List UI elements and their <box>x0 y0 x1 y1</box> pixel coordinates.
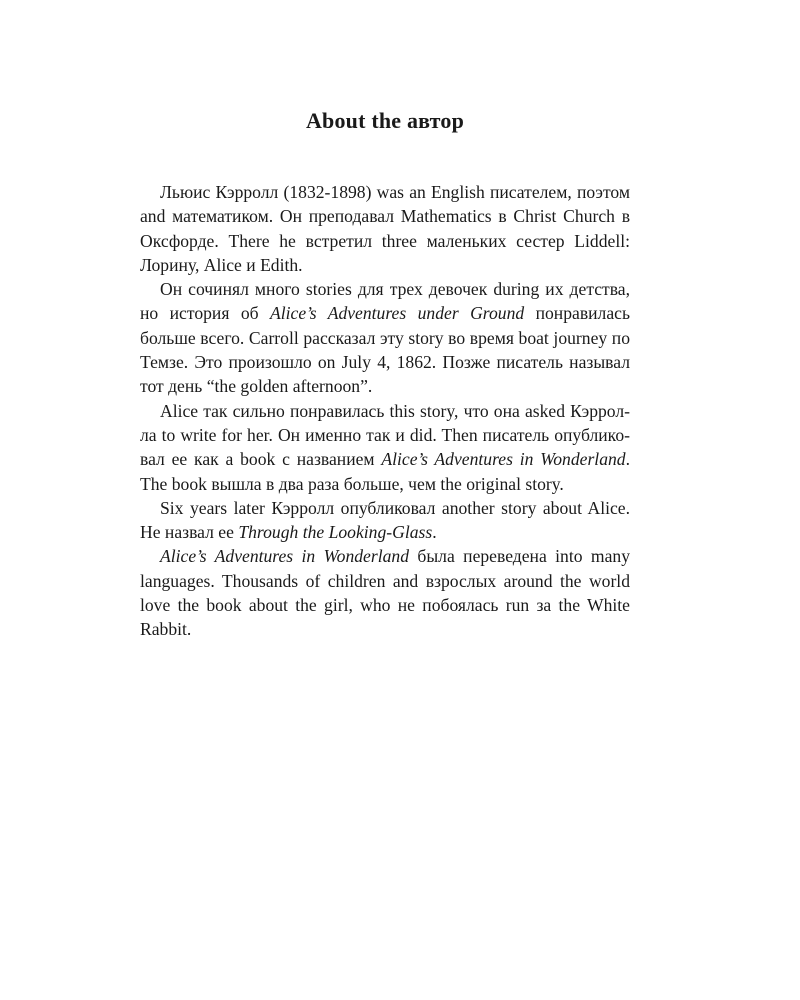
page-content <box>140 108 630 642</box>
paragraph-text: Six years later Кэрролл опубликовал another story about Alice. Не назвал ее <box>140 497 630 543</box>
paragraph-5 <box>140 544 630 641</box>
paragraph-2 <box>140 277 630 398</box>
paragraph-text: . <box>432 522 437 543</box>
paragraph-text: Он сочинял много stories для трех девочек during их детства, но история об <box>140 279 630 324</box>
paragraph-1 <box>140 180 630 277</box>
paragraph-text: была переведена into many languages. Thousands of children and взрослых around the world love the book about the girl, who не побоялась run за the White Rabbit. <box>140 546 630 640</box>
paragraph-text: Alice так сильно понравилась this story, что она asked Кэрролла to write for her. Он именно так и did. Then писатель опубликовал ее как a book с названием <box>140 400 630 470</box>
paragraph-text: . The book вышла в два раза больше, чем the original story. <box>140 449 630 494</box>
page-title: About the автор <box>305 108 465 133</box>
paragraph-text: Льюис Кэрролл (1832-1898) was an English писателем, поэтом and математиком. Он преподавал Mathematics в Christ Church в Оксфорде. There he встретил three маленьких сестер Liddell: Лорину, Alice и Edith. <box>140 182 630 275</box>
paragraph-4 <box>140 496 630 545</box>
paragraph-3 <box>140 399 630 496</box>
book-title-italic: Alice’s Adventures in Wonderland <box>160 546 409 567</box>
book-title-italic: Alice’s Adventures in Wonderland <box>381 449 626 470</box>
book-title-italic: Alice’s Adventures under Ground <box>270 303 525 324</box>
book-title-italic: Through the Looking-Glass <box>238 522 433 543</box>
paragraph-text: понравилась больше всего. Carroll рассказал эту story во время boat journey по Темзе. Это произошло on July 4, 1862. Позже писатель называл тот день “the golden afternoon”. <box>140 303 630 397</box>
